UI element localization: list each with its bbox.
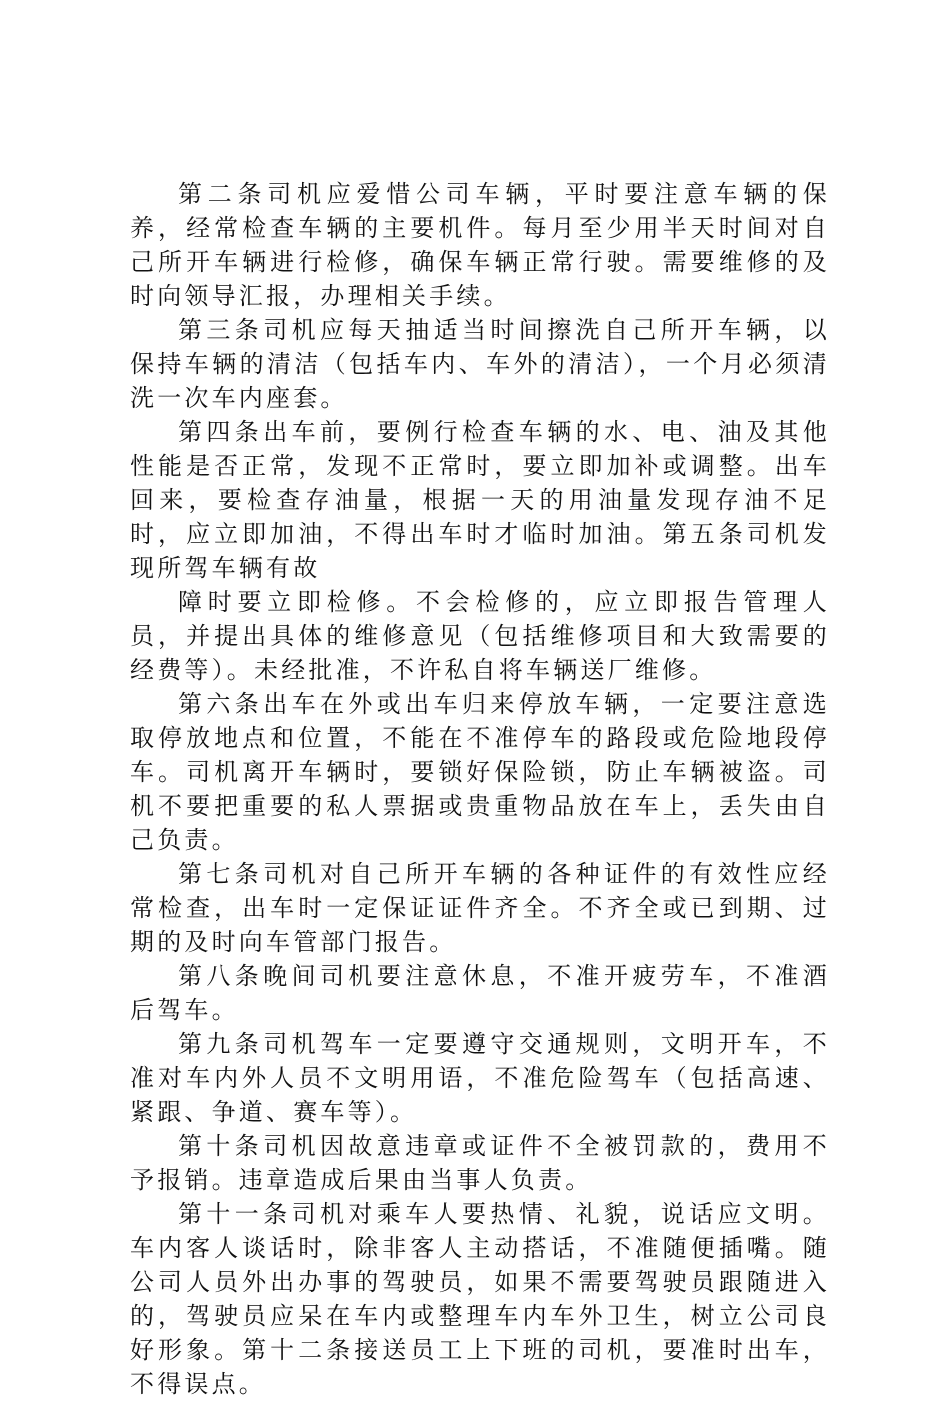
article-2-paragraph: 第二条司机应爱惜公司车辆，平时要注意车辆的保养，经常检查车辆的主要机件。每月至少用半天时间对自己所开车辆进行检修，确保车辆正常行驶。需要维修的及时向领导汇报，办理相关手续。	[130, 180, 830, 310]
article-9-paragraph: 第九条司机驾车一定要遵守交通规则，文明开车，不准对车内外人员不文明用语，不准危险驾车（包括高速、紧跟、争道、赛车等）。	[130, 1030, 830, 1126]
article-11-paragraph: 第十一条司机对乘车人要热情、礼貌，说话应文明。车内客人谈话时，除非客人主动搭话，不准随便插嘴。随公司人员外出办事的驾驶员，如果不需要驾驶员跟随进入的，驾驶员应呆在车内或整理车内车外卫生，树立公司良好形象。第十二条接送员工上下班的司机，要准时出车，不得误点。	[130, 1200, 830, 1398]
article-5-continuation-paragraph: 障时要立即检修。不会检修的，应立即报告管理人员，并提出具体的维修意见（包括维修项目和大致需要的经费等）。未经批准，不许私自将车辆送厂维修。	[130, 588, 830, 684]
article-4-paragraph: 第四条出车前，要例行检查车辆的水、电、油及其他性能是否正常，发现不正常时，要立即加补或调整。出车回来，要检查存油量，根据一天的用油量发现存油不足时，应立即加油，不得出车时才临时加油。第五条司机发现所驾车辆有故	[130, 418, 830, 582]
document-body	[130, 177, 830, 1401]
article-7-paragraph: 第七条司机对自己所开车辆的各种证件的有效性应经常检查，出车时一定保证证件齐全。不齐全或已到期、过期的及时向车管部门报告。	[130, 860, 830, 956]
article-8-paragraph: 第八条晚间司机要注意休息，不准开疲劳车，不准酒后驾车。	[130, 962, 830, 1024]
article-3-paragraph: 第三条司机应每天抽适当时间擦洗自己所开车辆，以保持车辆的清洁（包括车内、车外的清洁），一个月必须清洗一次车内座套。	[130, 316, 830, 412]
article-6-paragraph: 第六条出车在外或出车归来停放车辆，一定要注意选取停放地点和位置，不能在不准停车的路段或危险地段停车。司机离开车辆时，要锁好保险锁，防止车辆被盗。司机不要把重要的私人票据或贵重物品放在车上，丢失由自己负责。	[130, 690, 830, 854]
article-10-paragraph: 第十条司机因故意违章或证件不全被罚款的，费用不予报销。违章造成后果由当事人负责。	[130, 1132, 830, 1194]
